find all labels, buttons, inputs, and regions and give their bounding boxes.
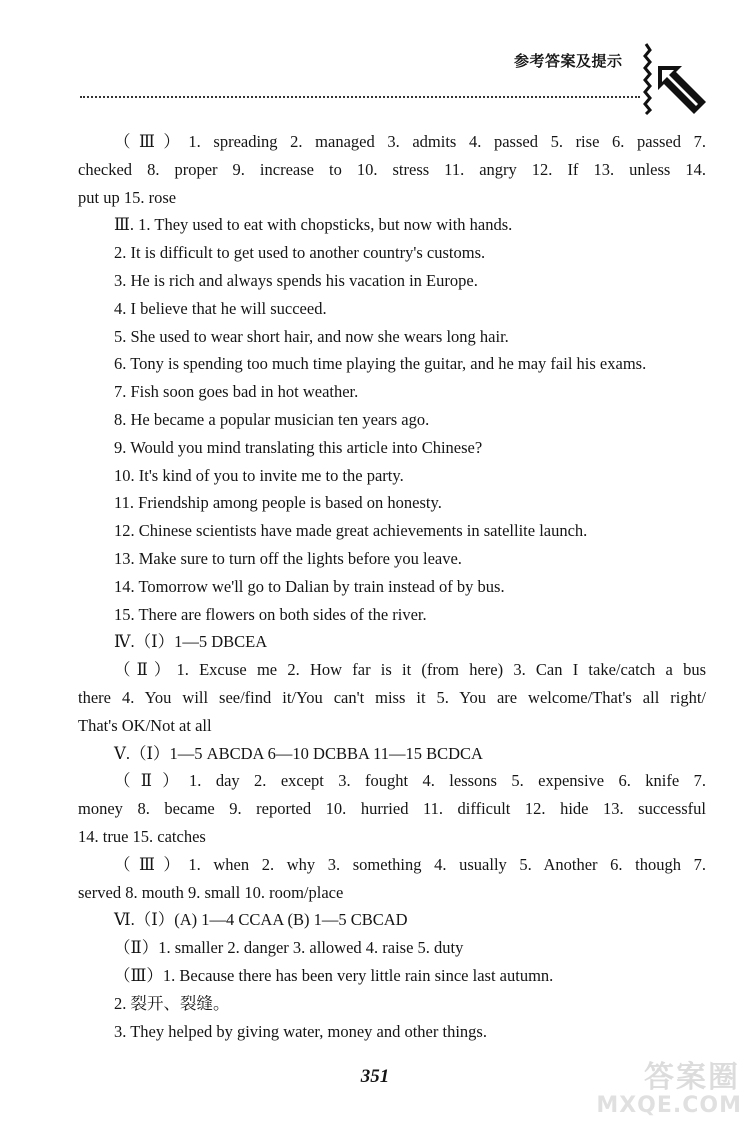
arrow-icon bbox=[636, 40, 708, 120]
answer-line: （Ⅱ）1. day 2. except 3. fought 4. lessons 5. expensive 6. knife 7. bbox=[114, 771, 706, 791]
answer-line: 15. There are flowers on both sides of the river. bbox=[114, 604, 427, 624]
answer-line: 14. true 15. catches bbox=[78, 826, 206, 846]
header-dotted-rule bbox=[80, 96, 640, 98]
answer-line: 3. He is rich and always spends his vacation in Europe. bbox=[114, 270, 478, 290]
page-number: 351 bbox=[360, 1066, 390, 1087]
header-title: 参考答案及提示 bbox=[514, 52, 623, 70]
answer-line: 13. Make sure to turn off the lights before you leave. bbox=[114, 548, 462, 568]
answer-line: served 8. mouth 9. small 10. room/place bbox=[78, 882, 344, 902]
answer-line: 5. She used to wear short hair, and now she wears long hair. bbox=[114, 326, 509, 346]
answer-line: Ⅳ.（Ⅰ）1—5 DBCEA bbox=[114, 632, 268, 652]
answer-line: （Ⅲ）1. when 2. why 3. something 4. usually 5. Another 6. though 7. bbox=[114, 854, 706, 874]
answer-line: （Ⅱ）1. Excuse me 2. How far is it (from here) 3. Can I take/catch a bus bbox=[114, 660, 706, 680]
answer-line: put up 15. rose bbox=[78, 187, 177, 207]
answer-line: 2. It is difficult to get used to another country's customs. bbox=[114, 243, 486, 263]
answer-line: Ⅴ.（Ⅰ）1—5 ABCDA 6—10 DCBBA 11—15 BCDCA bbox=[114, 743, 483, 763]
answer-line: （Ⅲ）1. Because there has been very little rain since last autumn. bbox=[114, 965, 554, 985]
answer-line: （Ⅱ）1. smaller 2. danger 3. allowed 4. raise 5. duty bbox=[114, 938, 464, 958]
answer-line: （Ⅲ）1. spreading 2. managed 3. admits 4. passed 5. rise 6. passed 7. bbox=[114, 132, 706, 151]
watermark bbox=[596, 1050, 746, 1120]
answer-line: 2. 裂开、裂缝。 bbox=[114, 993, 230, 1013]
answer-line: 11. Friendship among people is based on honesty. bbox=[114, 493, 442, 513]
answer-line: Ⅲ. 1. They used to eat with chopsticks, but now with hands. bbox=[114, 215, 513, 235]
answer-line: money 8. became 9. reported 10. hurried 11. difficult 12. hide 13. successful bbox=[78, 799, 706, 819]
answer-line: 10. It's kind of you to invite me to the party. bbox=[114, 465, 404, 485]
watermark-logo-text: 答案圈 bbox=[644, 1060, 740, 1095]
answer-line: 12. Chinese scientists have made great achievements in satellite launch. bbox=[114, 521, 588, 541]
answer-line: Ⅵ.（Ⅰ）(A) 1—4 CCAA (B) 1—5 CBCAD bbox=[114, 910, 408, 930]
answer-text bbox=[78, 128, 706, 1045]
answer-line: 4. I believe that he will succeed. bbox=[114, 298, 327, 318]
answer-line: That's OK/Not at all bbox=[78, 715, 212, 735]
answer-line: 8. He became a popular musician ten years ago. bbox=[114, 409, 430, 429]
answer-line: checked 8. proper 9. increase to 10. stress 11. angry 12. If 13. unless 14. bbox=[78, 159, 706, 179]
answer-line: 14. Tomorrow we'll go to Dalian by train instead of by bus. bbox=[114, 576, 505, 596]
answer-line: 6. Tony is spending too much time playing the guitar, and he may fail his exams. bbox=[114, 354, 647, 374]
answer-line: 3. They helped by giving water, money and other things. bbox=[114, 1021, 487, 1041]
answer-line: 9. Would you mind translating this article into Chinese? bbox=[114, 437, 483, 457]
answer-line: 7. Fish soon goes bad in hot weather. bbox=[114, 382, 359, 402]
watermark-url: MXQE.COM bbox=[596, 1093, 742, 1118]
answer-line: there 4. You will see/find it/You can't miss it 5. You are welcome/That's all right/ bbox=[78, 687, 706, 707]
